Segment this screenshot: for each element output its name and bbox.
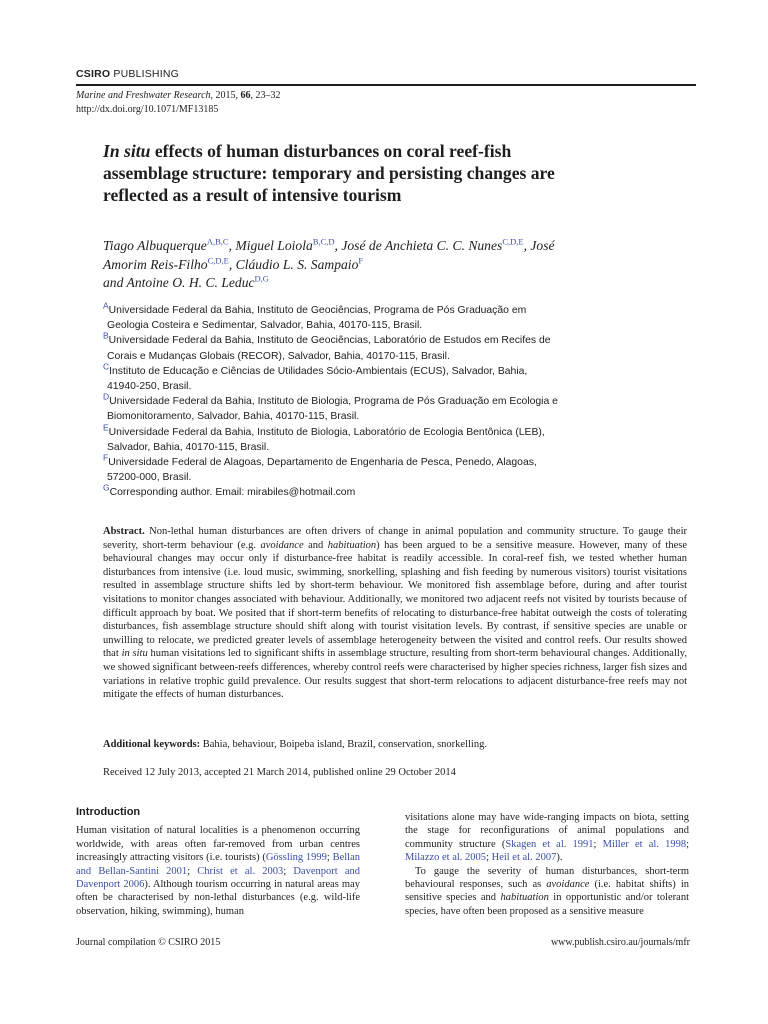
intro-left-column: [76, 806, 360, 918]
doi-link[interactable]: http://dx.doi.org/10.1071/MF13185: [76, 104, 219, 115]
author: Tiago Albuquerque$^{A,B,C}$,: [103, 236, 236, 253]
author-list: [103, 237, 573, 293]
article-title: In situ effects of human disturbances on coral reef-fish assemblage structure: temporary and persisting changes are reflected as a result of intensive tourism: [103, 141, 555, 205]
affiliation-b: $^B$Universidade Federal da Bahia, Instituto de Geociências, Laboratório de Estudos em Recifes de Corais e Mudanças Globais (RECOR), Salvador, Bahia, 40170-115, Brasil.: [103, 330, 551, 362]
publisher-label: CSIRO PUBLISHING: [76, 68, 179, 80]
citation-link[interactable]: Skagen et al. 1991: [505, 838, 594, 850]
corresponding-email[interactable]: Corresponding author. Email: mirabiles@hotmail.com: [109, 487, 356, 499]
affiliation-c: $^C$Instituto de Educação e Ciências de Utilidades Sócio-Ambientais (ECUS), Salvador, Bahia, 41940-250, Brasil.: [103, 361, 528, 393]
footer-url[interactable]: www.publish.csiro.au/journals/mfr: [550, 937, 690, 948]
author: José de Anchieta C. C. Nunes$^{C,D,E}$,: [341, 236, 531, 253]
paragraph: visitations alone may have wide-ranging impacts on biota, setting the stage for reconfigurations of animal populations and community structure (Skagen et al. 1991; Miller et al. 1998; Milazzo et al. 2005; Heil et al. 2007).: [405, 812, 690, 864]
abstract: Abstract. Non-lethal human disturbances are often drivers of change in animal population and community structure. To gauge their severity, short-term behaviour (e.g. avoidance and habituation) has been argued to be a sensitive measure. However, many of these behavioural changes may occur only if disturbance-free habitat is readily accessible. In coral-reef fish, we tested whether human disturbances from intensive (i.e. loud music, swimming, snorkelling, splashing and fish feeding by numerous visitors) tourist visitations resulted in assemblage structure shifts led by short-term behaviour. We monitored fish assemblage before, during and after tourist visitations to monitor changes associated with behaviour. Additionally, we monitored two adjacent reefs not visited by tourists because of difficult approach by boat. We posited that if short-term benefits of relocating to disturbance-free habitat outweigh the costs of tolerating disturbances, fish assemblage structure should shift along with tourist visitation levels. By contrast, if sensitive species are unable or unwilling to relocate, we predicted greater levels of assemblage heterogeneity between the visited and control reefs. Our results showed that in situ human visitations led to significant shifts in assemblage structure, resulting from short-term behavioural changes. Additionally, we showed significant between-reefs differences, whereby control reefs were characterised by higher species richness, larger fish sizes and variations in relative trophic guild prevalence. Our results suggest that short-term relocations to adjacent disturbance-free reefs may not mitigate the effects of human disturbances.: [103, 526, 687, 701]
author: Cláudio L. S. Sampaio$^F$: [235, 254, 364, 272]
additional-keywords: Additional keywords: Bahia, behaviour, Boipeba island, Brazil, conservation, snorkelling.: [103, 739, 487, 750]
volume: 66: [240, 90, 251, 101]
affiliation-d: $^D$Universidade Federal da Bahia, Instituto de Biologia, Programa de Pós Graduação em Ecologia e Biomonitoramento, Salvador, Bahia, 40170-115, Brasil.: [103, 391, 558, 423]
citation-link[interactable]: Christ et al. 2003: [197, 865, 284, 877]
footer-copyright: Journal compilation © CSIRO 2015: [76, 937, 221, 948]
affiliation-a: $^A$Universidade Federal da Bahia, Instituto de Geociências, Programa de Pós Graduação em Geologia Costeira e Sedimentar, Salvador, Bahia, 40170-115, Brasil.: [103, 300, 527, 332]
affiliation-f: $^F$Universidade Federal de Alagoas, Departamento de Engenharia de Pesca, Penedo, Alagoas, 57200-000, Brasil.: [103, 452, 537, 484]
paragraph: To gauge the severity of human disturbances, short-term behavioural responses, such as avoidance (i.e. habitat shifts) in sensitive species and habituation in opportunistic and/or tolerant species, have often been proposed as a sensitive measure: [405, 865, 689, 917]
journal-name: Marine and Freshwater Research: [76, 90, 211, 101]
citation-link[interactable]: Milazzo et al. 2005: [405, 852, 487, 864]
citation-link[interactable]: Heil et al. 2007: [491, 852, 557, 864]
section-heading: Introduction: [76, 806, 141, 818]
citation-link[interactable]: Bellan and Bellan-Santini 2001: [76, 852, 361, 877]
affiliation-g: $^G$Corresponding author. Email: mirabiles@hotmail.com: [103, 482, 356, 499]
abstract-label: Abstract.: [103, 526, 145, 537]
author: José Amorim Reis-Filho$^{C,D,E}$,: [103, 238, 555, 272]
intro-right-column: [405, 811, 689, 918]
affiliations: [103, 300, 663, 501]
author: and Antoine O. H. C. Leduc$^{D,G}$: [103, 273, 269, 290]
received-dates: Received 12 July 2013, accepted 21 March 2014, published online 29 October 2014: [103, 767, 456, 778]
citation-link[interactable]: Miller et al. 1998: [602, 838, 687, 850]
citation-link[interactable]: Gössling 1999: [265, 852, 327, 864]
header-rule: [76, 84, 696, 86]
affiliation-e: $^E$Universidade Federal da Bahia, Instituto de Biologia, Laboratório de Ecologia Bentônica (LEB), Salvador, Bahia, 40170-115, Brasil.: [103, 422, 545, 453]
paragraph: Human visitation of natural localities is a phenomenon occurring worldwide, with areas often far-removed from urban centres increasingly attracting visitors (i.e. tourists) (Gössling 1999; Bellan and Bellan-Santini 2001; Christ et al. 2003; Davenport and Davenport 2006). Although tourism occurring in natural areas may often be characterised by non-lethal disturbances (e.g. wild-life observation, hiking, swimming), human: [76, 825, 361, 917]
author: Miguel Loiola$^{B,C,D}$,: [235, 236, 342, 253]
citation-link[interactable]: Davenport and Davenport 2006: [76, 865, 360, 891]
citation: Marine and Freshwater Research, 2015, 66, 23–32 http://dx.doi.org/10.1071/MF13185: [76, 90, 281, 115]
